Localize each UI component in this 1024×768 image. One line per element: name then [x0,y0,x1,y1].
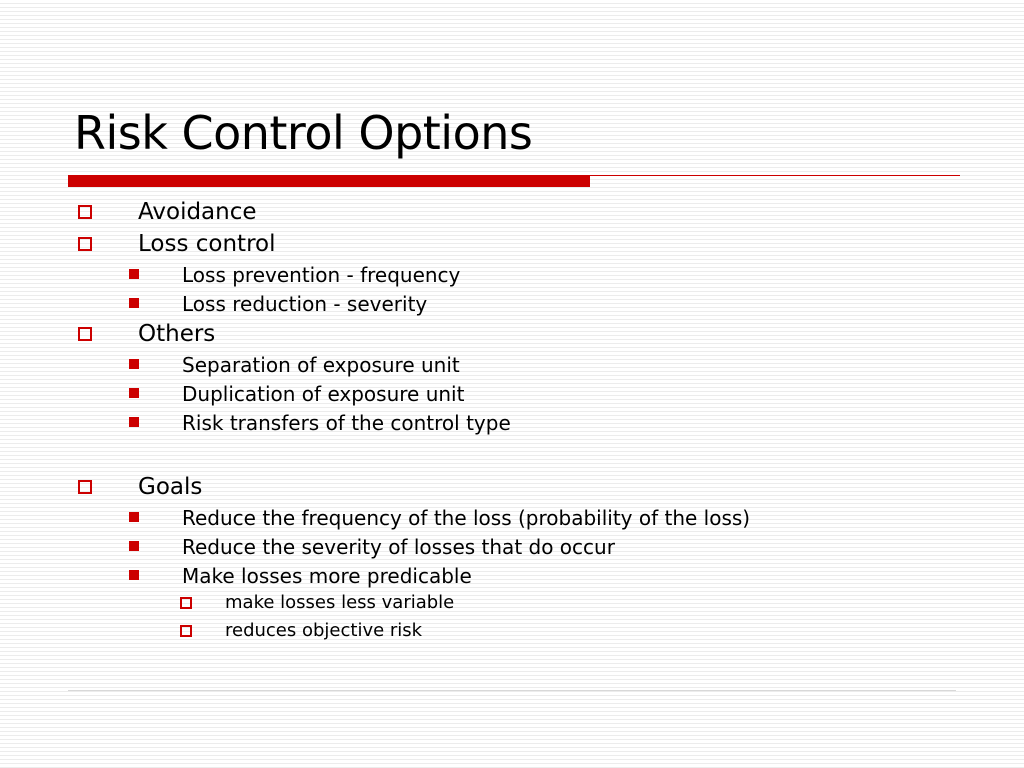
hollow-square-bullet-icon [180,597,192,609]
bullet-text: Goals [138,474,203,500]
filled-square-bullet-icon [129,298,139,308]
bullet-text: reduces objective risk [225,620,423,641]
bullet-text: make losses less variable [225,592,455,613]
bullet-text: Reduce the severity of losses that do occur [182,535,615,559]
bullet-text: Loss control [138,231,276,257]
hollow-square-bullet-icon [180,625,192,637]
hollow-square-bullet-icon [78,480,92,494]
bullet-text: Avoidance [138,199,257,225]
bullet-text: Loss prevention - frequency [182,263,461,287]
title-underline-thin [590,175,960,176]
filled-square-bullet-icon [129,541,139,551]
bullet-text: Reduce the frequency of the loss (probability of the loss) [182,506,751,530]
filled-square-bullet-icon [129,269,139,279]
bullet-text: Risk transfers of the control type [182,411,511,435]
hollow-square-bullet-icon [78,205,92,219]
filled-square-bullet-icon [129,359,139,369]
filled-square-bullet-icon [129,388,139,398]
hollow-square-bullet-icon [78,327,92,341]
bullet-text: Duplication of exposure unit [182,382,465,406]
slide-title: Risk Control Options [74,106,533,160]
bullet-text: Make losses more predicable [182,564,472,588]
bullet-text: Loss reduction - severity [182,292,428,316]
hollow-square-bullet-icon [78,237,92,251]
filled-square-bullet-icon [129,512,139,522]
footer-divider [68,690,956,691]
filled-square-bullet-icon [129,417,139,427]
title-underline-thick [68,175,590,187]
bullet-text: Others [138,321,216,347]
bullet-text: Separation of exposure unit [182,353,460,377]
filled-square-bullet-icon [129,570,139,580]
